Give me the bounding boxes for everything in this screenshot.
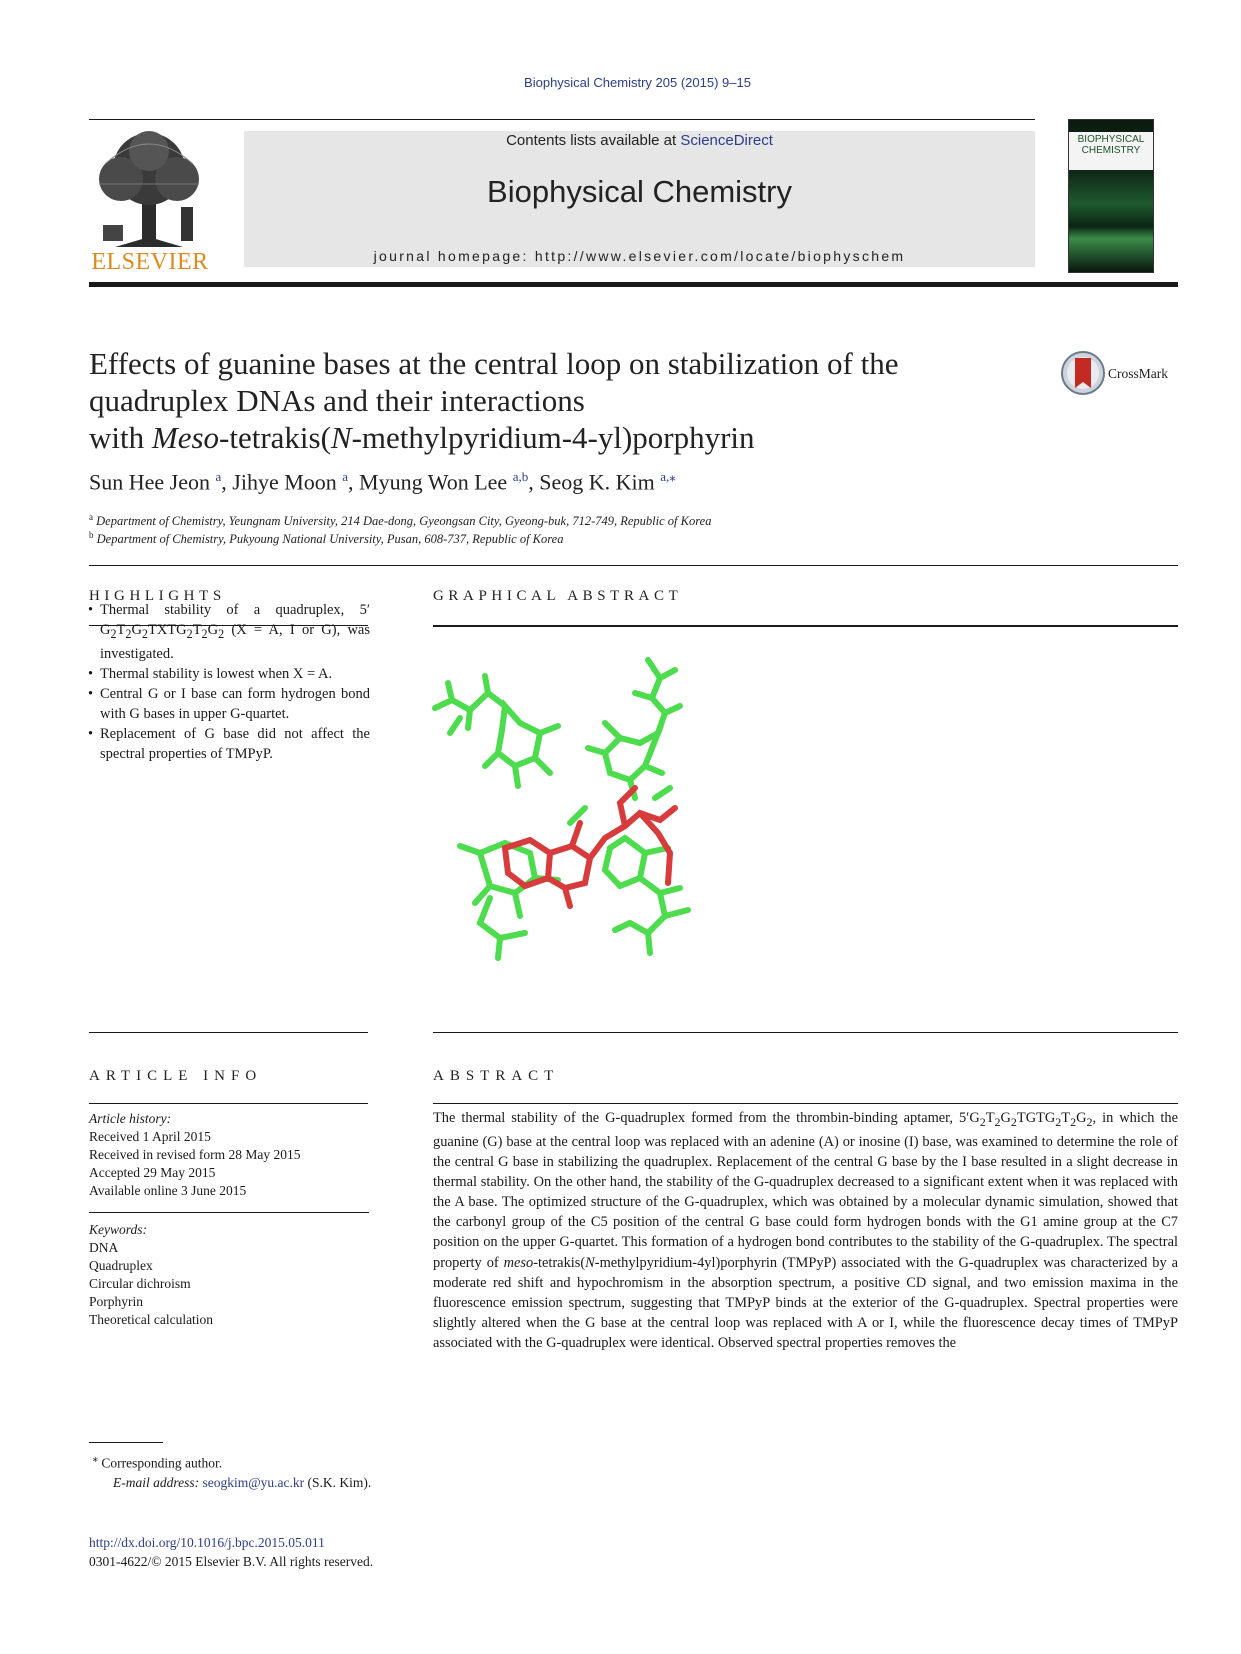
journal-homepage[interactable]: journal homepage: http://www.elsevier.com/locate/biophyschem <box>373 248 906 264</box>
highlights-heading: HIGHLIGHTS <box>89 588 226 604</box>
abstract-part: , in which the guanine (G) base at the central loop was replaced with an adenine (A) or inosine (I) base, was examined to determine the role of the central G base in stabilizing the quadruplex. Replacement of the central G base by the I base resulted in a slight decrease in thermal stability. On the other hand, the stability of the G-quadruplex decreased to a significant extent when it was replaced with the A base. The optimized structure of the G-quadruplex, which was obtained by a molecular dynamic simulation, showed that the carbonyl group of the C5 position of the central G base could form hydrogen bonds with the G1 amine group at the C7 position on the upper G-quartet. This formation of a hydrogen bond contributes to the stability of the G-quadruplex. The spectral property of <box>433 1110 1178 1271</box>
abstract-rule <box>433 1103 1178 1104</box>
abstract-part-italic: N <box>585 1254 595 1271</box>
email-label: E-mail address: <box>113 1474 203 1490</box>
highlight-item: • Replacement of G base did not affect the spectral properties of TMPyP. <box>88 724 370 764</box>
affiliation-b <box>89 530 563 547</box>
title-part-italic: N <box>330 420 352 455</box>
highlight-text: Thermal stability of a quadruplex, 5′ <box>100 602 370 618</box>
footnote-line-2 <box>89 1473 371 1492</box>
abstract-text: The thermal stability of the G-quadruplex formed from the thrombin-binding aptamer, $5'G_2T_2G_2TGTG_2T_2G_2$, in which the guanine (G) base at the central loop was replaced with an adenine (A) or inosine (I) base, was examined to determine the role of the central G base in stabilizing the quadruplex. Replacement of the central G base by the I base resulted in a slight decrease in thermal stability. On the other hand, the stability of the G-quadruplex decreased to a significant extent when it was replaced with the A base. The optimized structure of the G-quadruplex, which was obtained by a molecular dynamic simulation, showed that the carbonyl group of the C5 position of the central G base could form hydrogen bonds with the G1 amine group at the C7 position on the upper G-quartet. This formation of a hydrogen bond contributes to the stability of the G-quadruplex. The spectral property of meso-tetrakis(N-methylpyridium-4yl)porphyrin (TMPyP) associated with the G-quadruplex was characterized by a moderate red shift and hypochromism in the absorption spectrum, a positive CD signal, and two emission maxima in the fluorescence emission spectrum, suggesting that TMPyP binds at the exterior of the G-quadruplex. Spectral properties were slightly altered when the G base at the central loop was replaced with A or I, while the fluorescence decay times of TMPyP associated with the G-quadruplex were identical. Observed spectral properties removes the <box>433 1110 1178 1351</box>
affiliation-marker: b <box>89 530 94 540</box>
email-link[interactable]: seogkim@yu.ac.kr <box>202 1474 305 1490</box>
received-date: Received 1 April 2015 <box>89 1129 211 1144</box>
corresponding-text: Corresponding author. <box>101 1455 223 1471</box>
highlight-text: (X = A, I or G), was investigated. <box>100 622 371 662</box>
email-suffix: (S.K. Kim). <box>304 1474 372 1490</box>
keyword[interactable]: DNA <box>89 1240 119 1255</box>
highlight-item: • Central G or I base can form hydrogen bond with G bases in upper G-quartet. <box>88 684 370 724</box>
g-quadruplex-structure <box>430 648 730 988</box>
doi-link[interactable]: http://dx.doi.org/10.1016/j.bpc.2015.05.011 <box>89 1535 325 1550</box>
title-part: with <box>89 420 152 455</box>
article-title <box>89 345 989 456</box>
highlight-item: • Thermal stability of a quadruplex, 5′ $G_2T_2G_2TXTG_2T_2G_2$ (X = A, I or G), was investigated. <box>88 600 370 664</box>
journal-cover-image[interactable] <box>1068 119 1154 273</box>
graphical-abstract-heading: GRAPHICAL ABSTRACT <box>433 588 683 604</box>
header-bottom-rule <box>89 282 1178 287</box>
doi-block <box>89 1533 373 1571</box>
cover-title: BIOPHYSICAL CHEMISTRY <box>1069 132 1153 170</box>
journal-reference[interactable]: Biophysical Chemistry 205 (2015) 9–15 <box>524 75 751 90</box>
footnote-line-1 <box>89 1450 371 1473</box>
article-info-rule <box>89 1103 368 1104</box>
keywords-label: Keywords: <box>89 1222 147 1237</box>
article-info <box>89 1110 369 1329</box>
journal-name: Biophysical Chemistry <box>487 174 792 209</box>
keyword[interactable]: Theoretical calculation <box>89 1312 214 1327</box>
footnote-star: ⁎ <box>92 1453 98 1465</box>
header-top-rule <box>89 119 1035 120</box>
graphical-abstract-image[interactable] <box>430 648 730 988</box>
keywords-rule <box>89 1212 369 1213</box>
article-info-heading: ARTICLE INFO <box>89 1068 263 1084</box>
author-name: Myung Won Lee <box>359 469 508 495</box>
history-label: Article history: <box>89 1111 172 1126</box>
crossmark-badge[interactable] <box>1060 350 1178 396</box>
elsevier-logo[interactable] <box>85 129 215 274</box>
copyright-line: 0301-4622/© 2015 Elsevier B.V. All rights reserved. <box>89 1554 374 1569</box>
author-affil-link[interactable]: a <box>215 469 222 484</box>
highlights-list <box>88 600 370 764</box>
crossmark-label: CrossMark <box>1108 366 1168 381</box>
abstract-part: -tetrakis( <box>533 1254 586 1271</box>
corresponding-footnote <box>89 1450 371 1492</box>
affiliation-marker: a <box>89 512 93 522</box>
keyword[interactable]: Porphyrin <box>89 1294 143 1309</box>
abstract-part: -methylpyridium-4yl)porphyrin (TMPyP) associated with the G-quadruplex was characterized by a moderate red shift and hypochromism in the absorption spectrum, a positive CD signal, and two emission maxima in the fluorescence emission spectrum, suggesting that TMPyP binds at the exterior of the G-quadruplex. Spectral properties were slightly altered when the G base at the central loop was replaced with A or I, while the fluorescence decay times of TMPyP associated with the G-quadruplex were identical. Observed spectral properties removes the <box>433 1254 1178 1351</box>
accepted-date: Accepted 29 May 2015 <box>89 1165 216 1180</box>
title-line-3 <box>89 419 989 456</box>
affiliation-text: Department of Chemistry, Pukyoung National University, Pusan, 608-737, Republic of Korea <box>96 532 564 547</box>
author-sep: , <box>221 469 233 495</box>
author-sep: , <box>528 469 540 495</box>
author-sep: , <box>348 469 360 495</box>
footnote-rule <box>89 1442 163 1443</box>
author-affil-link[interactable]: a,⁎ <box>660 469 676 484</box>
author-name: Sun Hee Jeon <box>89 469 210 495</box>
author-affil-link[interactable]: a,b <box>512 469 529 484</box>
contents-prefix: Contents lists available at <box>506 132 681 149</box>
contents-line <box>244 132 1035 149</box>
online-date: Available online 3 June 2015 <box>89 1183 247 1198</box>
keyword[interactable]: Quadruplex <box>89 1258 153 1273</box>
title-part: -methylpyridium-4-yl)porphyrin <box>351 420 755 455</box>
author-list <box>89 469 676 495</box>
affiliation-rule <box>89 565 1178 566</box>
title-line-2: quadruplex DNAs and their interactions <box>89 383 585 418</box>
sciencedirect-link[interactable]: ScienceDirect <box>680 132 773 149</box>
abstract-part: The thermal stability of the G-quadruplex formed from the thrombin-binding aptamer, 5′ <box>433 1110 970 1126</box>
left-column-rule <box>89 1032 368 1033</box>
author-name: Seog K. Kim <box>539 469 655 495</box>
graphical-abstract-rule <box>433 625 1178 627</box>
keyword[interactable]: Circular dichroism <box>89 1276 191 1291</box>
revised-date: Received in revised form 28 May 2015 <box>89 1147 301 1162</box>
abstract-heading: ABSTRACT <box>433 1068 560 1084</box>
crossmark-icon <box>1060 350 1106 396</box>
highlight-item: • Thermal stability is lowest when X = A. <box>88 664 370 684</box>
affiliation-a <box>89 512 711 529</box>
title-part: -tetrakis( <box>219 420 331 455</box>
right-column-rule <box>433 1032 1178 1033</box>
title-part-italic: Meso <box>151 420 220 455</box>
affiliation-text: Department of Chemistry, Yeungnam University, 214 Dae-dong, Gyeongsan City, Gyeong-buk, 712-749, Republic of Korea <box>96 514 712 529</box>
author-name: Jihye Moon <box>232 469 337 495</box>
elsevier-wordmark: ELSEVIER <box>91 249 209 275</box>
author-affil-link[interactable]: a <box>342 469 349 484</box>
abstract-part-italic: meso <box>503 1254 534 1271</box>
title-line-1: Effects of guanine bases at the central loop on stabilization of the <box>89 346 899 381</box>
